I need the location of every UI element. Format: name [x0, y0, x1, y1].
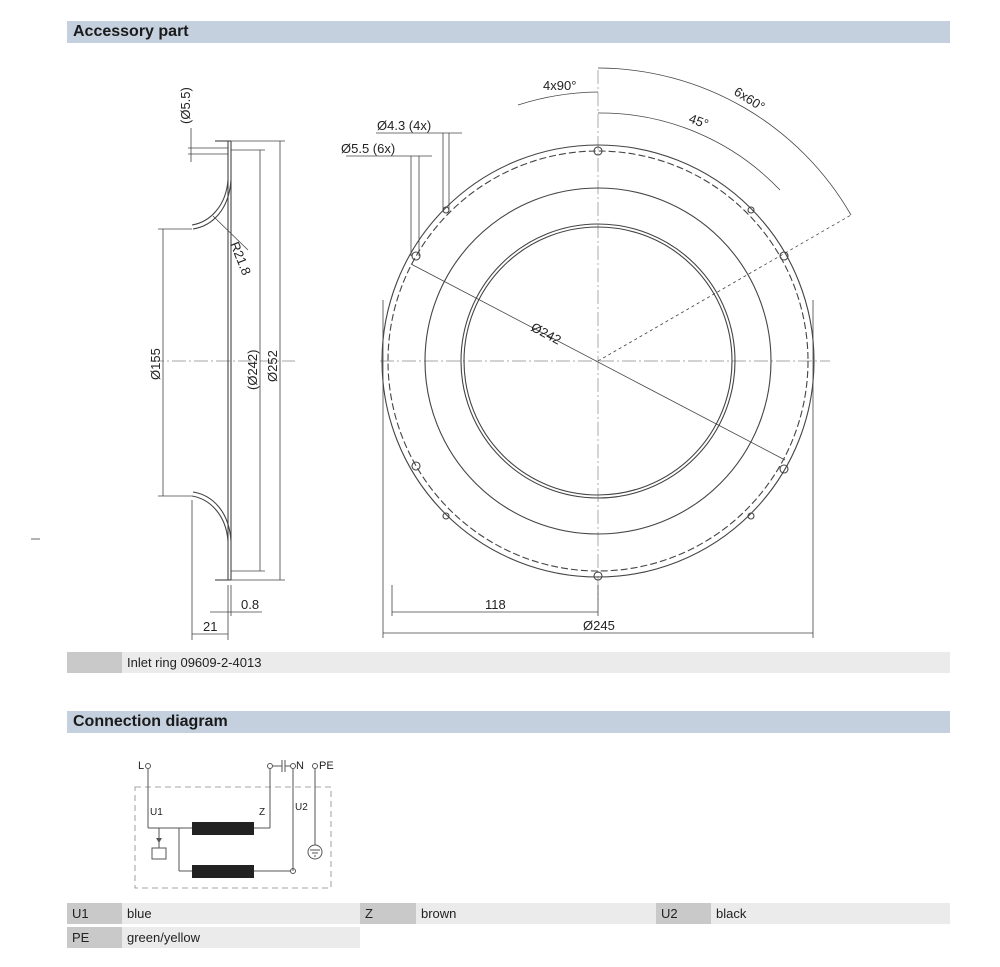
accessory-caption [67, 652, 950, 673]
dim-diameter-242-ref: (Ø242) [245, 349, 260, 390]
legend-key-u1: U1 [67, 903, 122, 924]
terminal-U2: U2 [295, 802, 308, 813]
dim-holes-5-5: Ø5.5 (6x) [341, 141, 396, 156]
caption-key [67, 652, 122, 673]
accessory-part-header: Accessory part [67, 21, 950, 43]
terminal-L: L [138, 760, 145, 772]
side-view [31, 87, 295, 640]
legend-value-pe: green/yellow [122, 927, 360, 948]
dim-diameter-245: Ø245 [583, 618, 615, 633]
dim-holes-4-3: Ø4.3 (4x) [377, 118, 432, 133]
front-view [341, 68, 851, 638]
legend-key-pe: PE [67, 927, 122, 948]
terminal-N: N [296, 760, 304, 772]
dim-angle-6x60: 6x60° [731, 83, 768, 115]
legend-row-2 [67, 927, 360, 948]
dim-angle-45: 45° [686, 110, 711, 132]
dim-diameter-242: Ø242 [528, 319, 564, 348]
dim-thickness-0-8: 0.8 [241, 597, 260, 612]
dim-diameter-155: Ø155 [148, 348, 163, 380]
dim-radius-118: 118 [485, 597, 506, 612]
dim-angle-4x90: 4x90° [543, 78, 577, 93]
dim-hole-5-5: (Ø5.5) [178, 87, 193, 124]
dim-diameter-252: Ø252 [265, 350, 280, 382]
terminal-U1: U1 [150, 807, 163, 818]
dim-width-21: 21 [203, 619, 218, 634]
legend-key-z: Z [360, 903, 416, 924]
connection-drawing [0, 740, 1000, 900]
legend-value-u1: blue [122, 903, 360, 924]
caption-value: Inlet ring 09609-2-4013 [122, 652, 950, 673]
terminal-PE: PE [319, 760, 334, 772]
legend-row-1 [67, 903, 950, 924]
legend-value-z: brown [416, 903, 656, 924]
legend-value-u2: black [711, 903, 950, 924]
legend-key-u2: U2 [656, 903, 711, 924]
connection-diagram-header: Connection diagram [67, 711, 950, 733]
dim-radius-21-8: R21.8 [227, 239, 255, 278]
terminal-Z: Z [259, 807, 266, 818]
